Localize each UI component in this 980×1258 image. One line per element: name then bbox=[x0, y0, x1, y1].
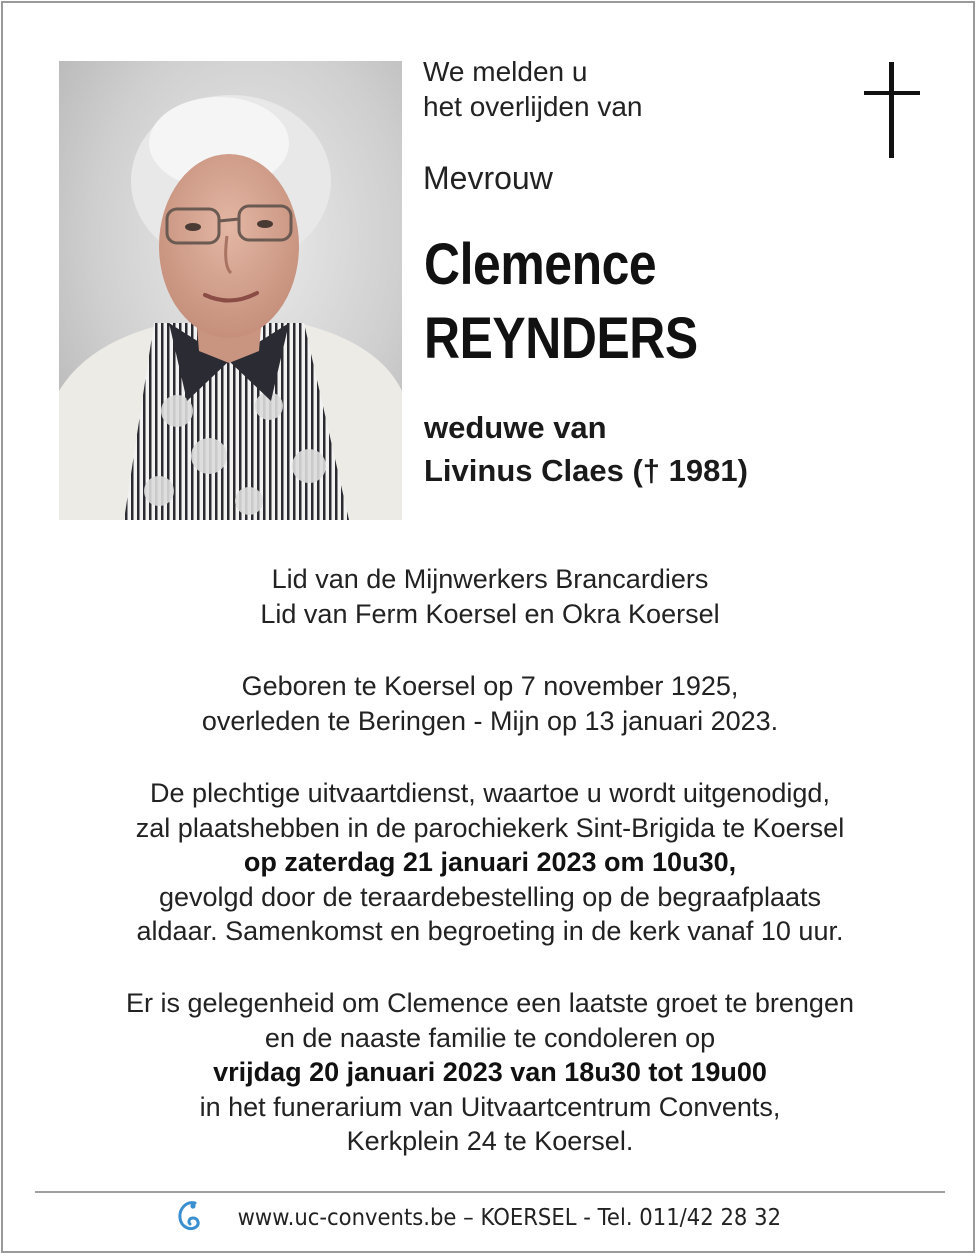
funeral-details bbox=[40, 776, 940, 949]
membership-line: Lid van Ferm Koersel en Okra Koersel bbox=[260, 598, 720, 629]
funeral-date: op zaterdag 21 januari 2023 om 10u30, bbox=[243, 847, 737, 878]
funeral-line-2: zal plaatshebben in de parochiekerk Sint-Brigida te Koersel bbox=[135, 812, 845, 843]
portrait-photo bbox=[59, 61, 402, 520]
membership-line: Lid van de Mijnwerkers Brancardiers bbox=[271, 564, 709, 594]
visitation-line-1: Er is gelegenheid om Clemence een laatste groet te brengen bbox=[126, 988, 854, 1018]
honorific: Mevrouw bbox=[423, 160, 553, 196]
visitation-line-2: en de naaste familie te condoleren op bbox=[264, 1022, 716, 1053]
cross-icon bbox=[862, 62, 922, 160]
intro-line-1: We melden u bbox=[423, 56, 588, 87]
last-name: REYNDERS bbox=[424, 306, 698, 371]
deceased-name bbox=[424, 228, 698, 376]
visitation-line-5: Kerkplein 24 te Koersel. bbox=[346, 1126, 634, 1157]
visitation-line-4: in het funerarium van Uitvaartcentrum Convents, bbox=[199, 1091, 781, 1122]
funeral-line-1: De plechtige uitvaartdienst, waartoe u wordt uitgenodigd, bbox=[150, 778, 830, 808]
life-dates bbox=[40, 669, 940, 738]
funeral-line-4: gevolgd door de teraardebestelling op de begraafplaats bbox=[159, 881, 821, 912]
first-name: Clemence bbox=[424, 232, 657, 297]
widow-line-1: weduwe van bbox=[424, 410, 607, 445]
widow-line-2: Livinus Claes († 1981) bbox=[424, 453, 748, 488]
born-line: Geboren te Koersel op 7 november 1925, bbox=[241, 671, 739, 701]
footer-contact: www.uc-convents.be – KOERSEL - Tel. 011/42 28 32 bbox=[237, 1204, 781, 1231]
footer-divider bbox=[35, 1191, 945, 1193]
widow-of bbox=[424, 406, 748, 492]
memberships bbox=[40, 562, 940, 631]
died-line: overleden te Beringen - Mijn op 13 januari 2023. bbox=[201, 705, 779, 736]
funeral-home-logo-icon bbox=[176, 1200, 202, 1232]
intro-text bbox=[423, 54, 642, 124]
visitation-details bbox=[40, 986, 940, 1159]
footer bbox=[0, 1200, 980, 1234]
visitation-date: vrijdag 20 januari 2023 van 18u30 tot 19u00 bbox=[213, 1057, 767, 1088]
funeral-line-5: aldaar. Samenkomst en begroeting in de kerk vanaf 10 uur. bbox=[136, 916, 844, 947]
intro-line-2: het overlijden van bbox=[423, 91, 643, 122]
